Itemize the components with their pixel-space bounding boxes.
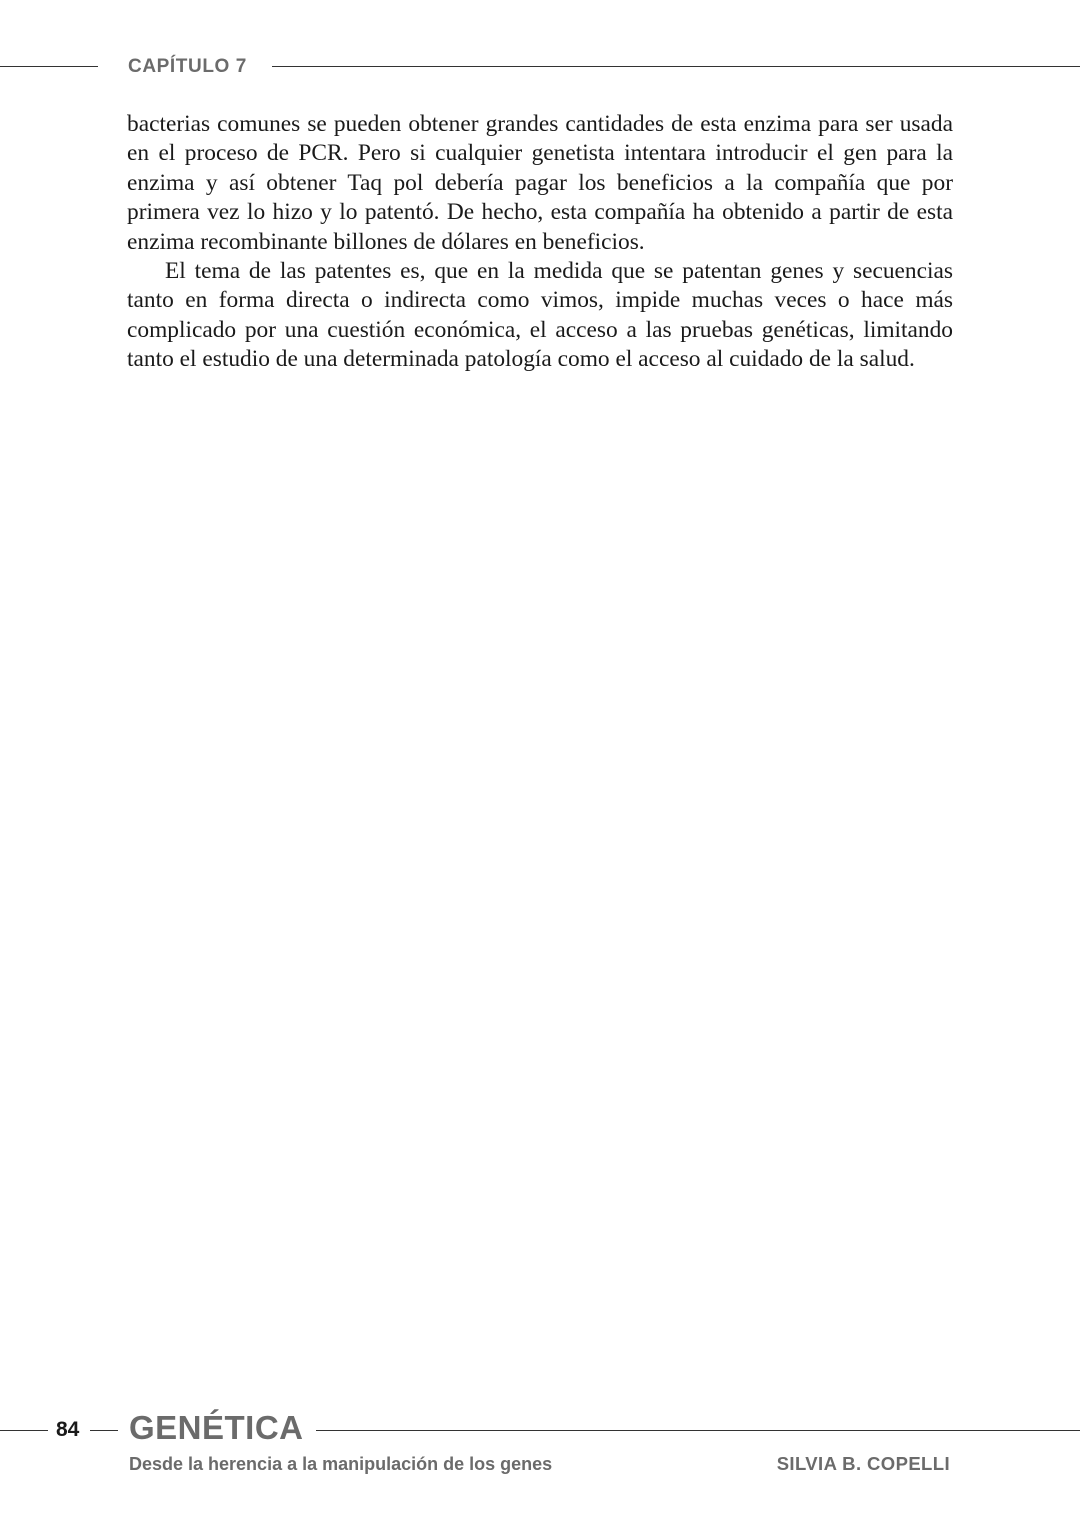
footer-rule-mid <box>90 1430 118 1431</box>
chapter-label: CAPÍTULO 7 <box>128 56 247 77</box>
book-title: GENÉTICA <box>129 1409 304 1446</box>
header-rule-right <box>272 66 1080 67</box>
header-rule-left <box>0 66 98 67</box>
footer-rule-right <box>316 1430 1080 1431</box>
book-subtitle: Desde la herencia a la manipulación de los genes <box>129 1454 553 1474</box>
paragraph-1: bacterias comunes se pueden obtener grandes cantidades de esta enzima para ser usada en el proceso de PCR. Pero si cualquier genetista intentara introducir el gen para la enzima y así obtener Taq pol debería pagar los beneficios a la compañía que por primera vez lo hizo y lo patentó. De hecho, esta compañía ha obtenido a partir de esta enzima recombinante billones de dólares en beneficios. <box>127 111 953 255</box>
footer-rule-left <box>0 1430 48 1431</box>
paragraph-2: El tema de las patentes es, que en la medida que se patentan genes y secuencias tanto en forma directa o indirecta como vimos, impide muchas veces o hace más complicado por una cuestión económica, el acceso a las pruebas genéticas, limitando tanto el estudio de una determinada patología como el acceso al cuidado de la salud. <box>127 258 953 373</box>
page-footer <box>0 1409 1080 1482</box>
author-name: SILVIA B. COPELLI <box>776 1453 950 1474</box>
page-header <box>0 54 1080 80</box>
body-text <box>127 110 953 375</box>
page-number: 84 <box>56 1418 80 1441</box>
